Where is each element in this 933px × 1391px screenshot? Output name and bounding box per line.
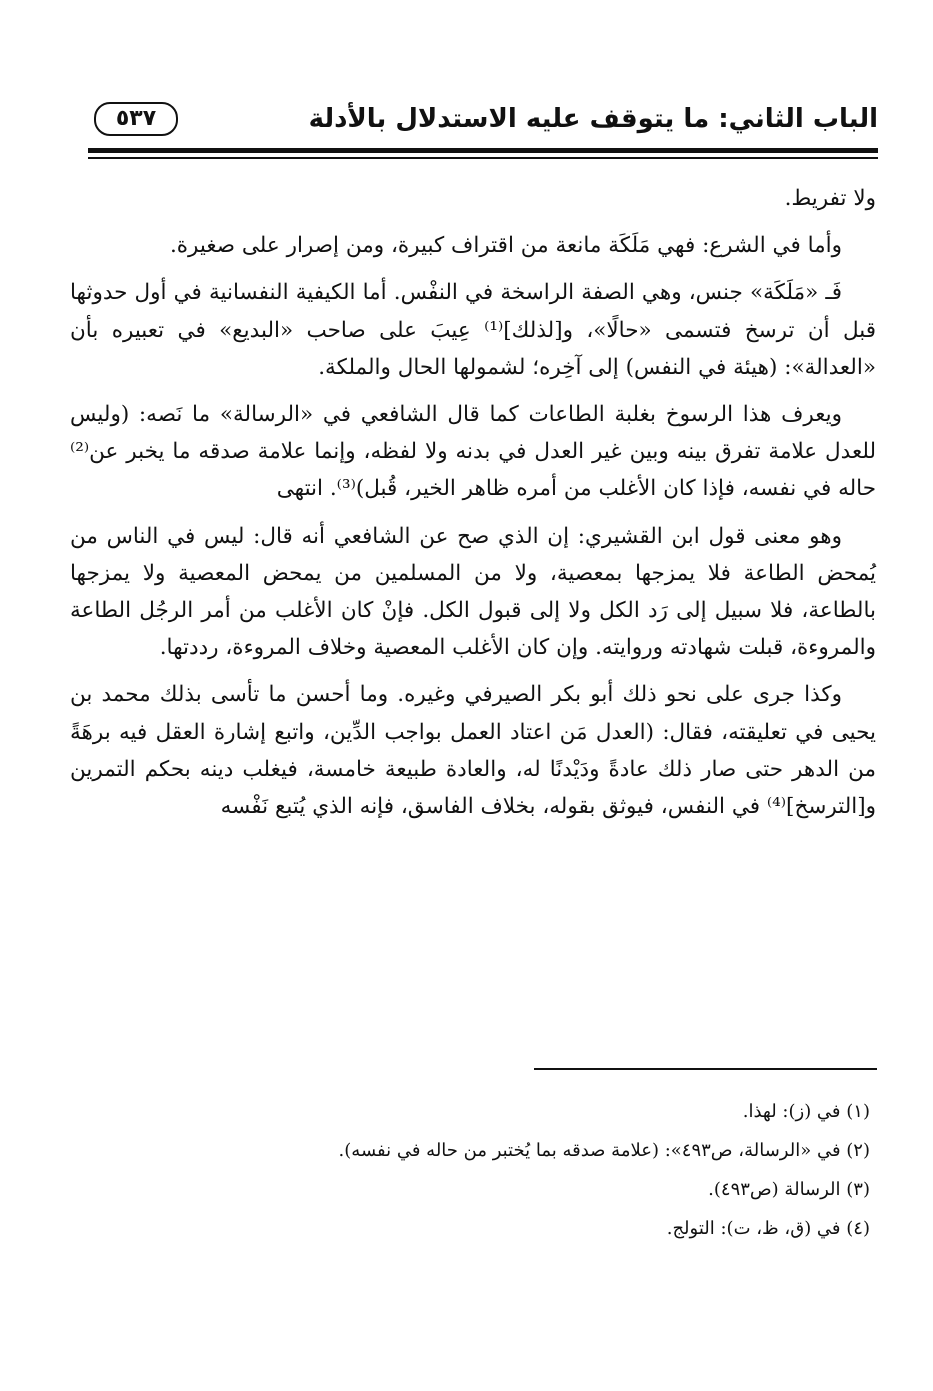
paragraph: فَـ «مَلَكَة» جنس، وهي الصفة الراسخة في النفْس. أما الكيفية النفسانية في أول حدوثها قبل أن ترسخ فتسمى «حالًا»، و[لذلك]⁽¹⁾ عِيبَ على صاحب «البديع» في تعبيره بأن «العدالة»: (هيئة في النفس) إلى آخِره؛ لشمولها الحال والملكة. — [70, 280, 877, 380]
page-number-badge: ٥٣٧ — [94, 102, 178, 136]
paragraph: وكذا جرى على نحو ذلك أبو بكر الصيرفي وغيره. وما أحسن ما تأسى بذلك محمد بن يحيى في تعليقته، فقال: (العدل مَن اعتاد العمل بواجب الدِّين، واتبع إشارة العقل فيه برهَةً من الدهر حتى صار ذلك عادةً ودَيْدنًا له، والعادة طبيعة خامسة، فيغلب دينه بحكم التمرين و[الترسخ]⁽⁴⁾ في النفس، فيوثق بقوله، بخلاف الفاسق، فإنه الذي يُتبع نَفْسه — [70, 682, 876, 820]
footnote-item: (١) في (ز): لهذا. — [742, 1101, 870, 1122]
chapter-title: الباب الثاني: ما يتوقف عليه الاستدلال بالأدلة — [308, 104, 878, 134]
footnote-item: (٣) الرسالة (ص٤٩٣). — [708, 1179, 870, 1200]
footnotes — [70, 1098, 876, 1254]
paragraph: ويعرف هذا الرسوخ بغلبة الطاعات كما قال الشافعي في «الرسالة» ما نَصه: (وليس للعدل علامة تفرق بينه وبين غير العدل في بدنه ولا لفظه، وإنما علامة صدقه ما يخبر عن⁽²⁾ حاله في نفسه، فإذا كان الأغلب من أمره ظاهر الخير، قُبل)⁽³⁾. انتهى — [70, 402, 876, 502]
footnote-divider — [534, 1068, 877, 1070]
page-header — [88, 96, 878, 148]
paragraph: وهو معنى قول ابن القشيري: إن الذي صح عن الشافعي أنه قال: ليس في الناس من يُمحض الطاعة فلا يمزجها بمعصية، ولا من المسلمين من يمحض المعصية ولا يمزجها بالطاعة، فلا سبيل إلى رَد الكل ولا إلى قبول الكل. فإنْ كان الأغلب من أمر الرجُل الطاعة والمروءة، قبلت شهادته وروايته. وإن كان الأغلب المعصية وخلاف المروءة، رددتها. — [70, 523, 876, 661]
footnote-item: (٤) في (ق، ظ، ت): التولج. — [666, 1218, 870, 1239]
footnote-item: (٢) في «الرسالة، ص٤٩٣»: (علامة صدقه بما يُختبر من حاله في نفسه). — [338, 1140, 870, 1161]
header-rule-thick — [88, 148, 878, 153]
paragraph: ولا تفريط. — [784, 186, 876, 211]
header-rule-thin — [88, 157, 878, 159]
main-text — [70, 180, 876, 835]
paragraph: وأما في الشرع: فهي مَلَكَة مانعة من اقتراف كبيرة، ومن إصرار على صغيرة. — [169, 233, 842, 259]
